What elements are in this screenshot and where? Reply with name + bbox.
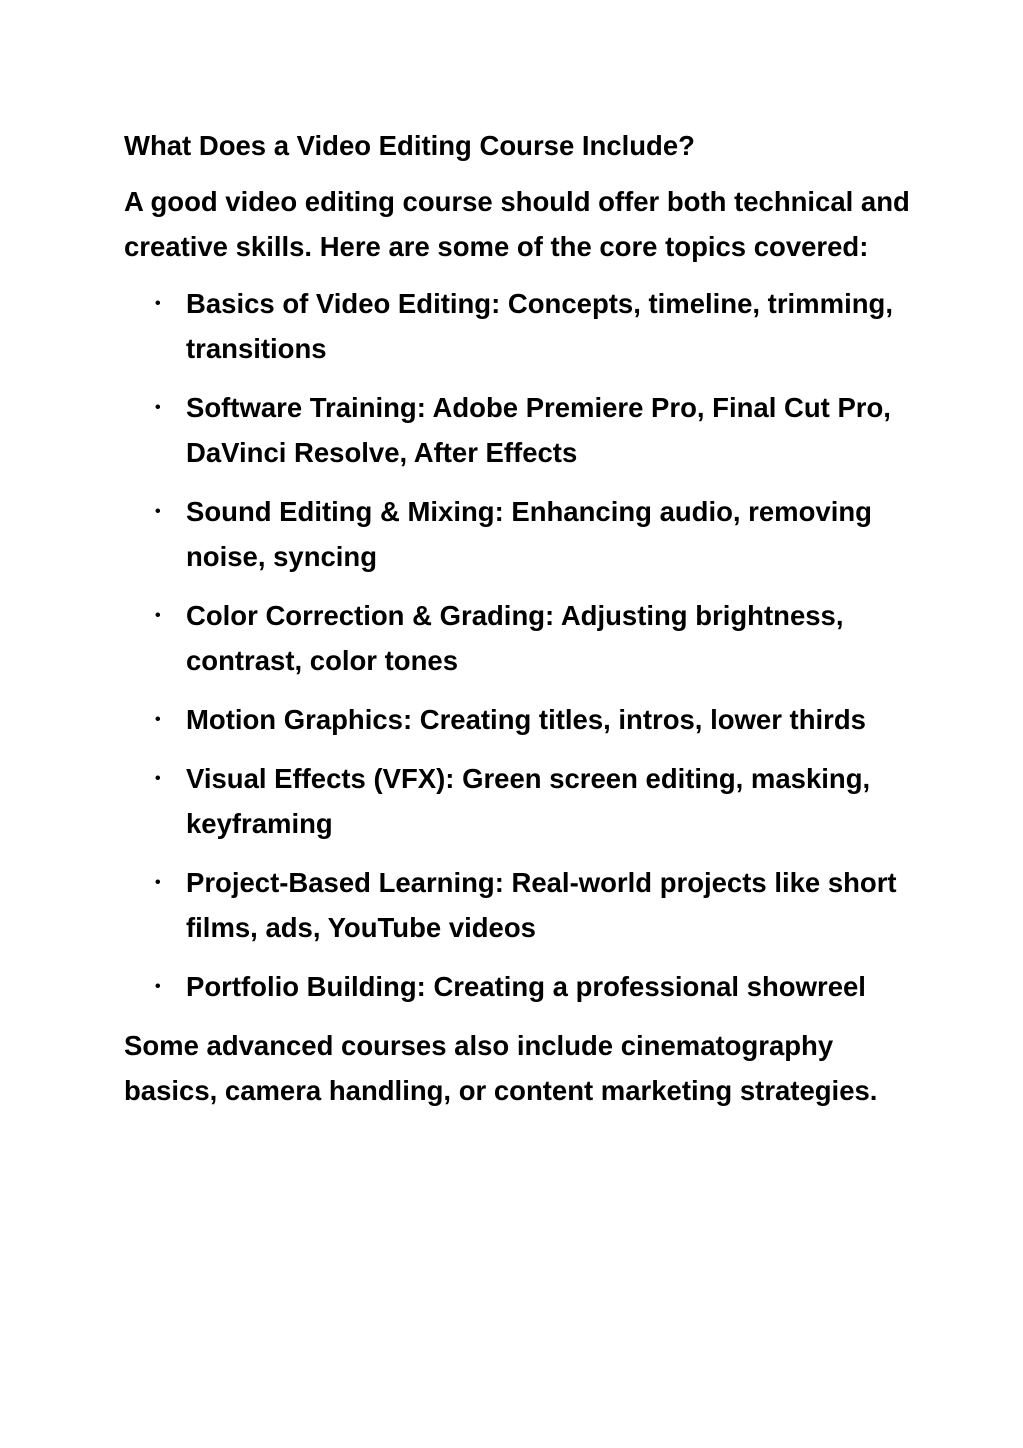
bullet-icon: • — [155, 295, 161, 312]
list-item — [124, 281, 914, 371]
closing-paragraph: Some advanced courses also include cinematography basics, camera handling, or content marketing strategies. — [124, 1030, 878, 1106]
list-item-text: Visual Effects (VFX): Green screen editing, masking, keyframing — [186, 763, 871, 839]
list-item-text: Motion Graphics: Creating titles, intros, lower thirds — [186, 704, 866, 735]
page-title: What Does a Video Editing Course Include? — [124, 130, 695, 161]
list-item — [124, 489, 914, 579]
list-item-text: Portfolio Building: Creating a professional showreel — [186, 971, 866, 1002]
list-item — [124, 593, 914, 683]
bullet-icon: • — [155, 711, 161, 728]
bullet-icon: • — [155, 607, 161, 624]
list-item-text: Software Training: Adobe Premiere Pro, Final Cut Pro, DaVinci Resolve, After Effects — [186, 392, 891, 468]
list-item — [124, 964, 914, 1009]
list-item — [124, 860, 914, 950]
topics-list — [124, 281, 914, 1009]
bullet-icon: • — [155, 770, 161, 787]
bullet-icon: • — [155, 874, 161, 891]
bullet-icon: • — [155, 503, 161, 520]
document-page — [124, 126, 914, 1113]
list-item-text: Sound Editing & Mixing: Enhancing audio, removing noise, syncing — [186, 496, 872, 572]
list-item — [124, 756, 914, 846]
list-item — [124, 697, 914, 742]
list-item — [124, 385, 914, 475]
intro-paragraph: A good video editing course should offer both technical and creative skills. Here are some of the core topics covered: — [124, 186, 910, 262]
list-item-text: Project-Based Learning: Real-world projects like short films, ads, YouTube videos — [186, 867, 897, 943]
list-item-text: Basics of Video Editing: Concepts, timeline, trimming, transitions — [186, 288, 893, 364]
bullet-icon: • — [155, 399, 161, 416]
bullet-icon: • — [155, 978, 161, 995]
list-item-text: Color Correction & Grading: Adjusting brightness, contrast, color tones — [186, 600, 844, 676]
